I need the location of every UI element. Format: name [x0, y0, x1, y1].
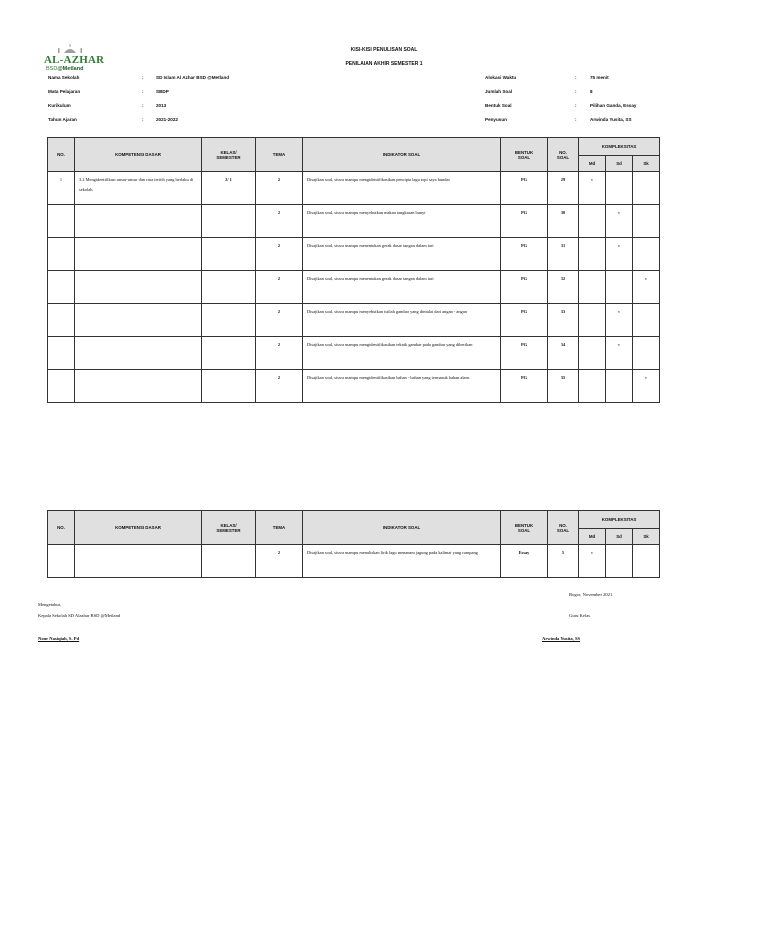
cell-kelas-semester: [202, 205, 256, 238]
cell-kelas-semester: [202, 238, 256, 271]
cell-no: [48, 172, 75, 205]
cell-no: [48, 545, 75, 578]
cell-bentuk-soal-text: PG: [520, 342, 528, 347]
info-label: Mata Pelajaran: [48, 89, 81, 94]
header-kompetensi-dasar: KOMPETENSI DASAR: [75, 138, 202, 172]
cell-no-soal-text: 29: [560, 177, 566, 182]
cell-bentuk-soal: [501, 337, 548, 370]
cell-no: [48, 238, 75, 271]
cell-no-text: 1: [59, 177, 63, 182]
header-bentuk-soal: BENTUK SOAL: [501, 511, 548, 545]
cell-kompetensi-dasar: [75, 205, 202, 238]
info-label: Penyusun: [485, 117, 507, 122]
kepala-sekolah-name: Nour Nasiqiah, S. Pd: [38, 636, 80, 641]
guru-kelas-label: Guru Kelas: [569, 613, 591, 618]
cell-bentuk-soal: [501, 172, 548, 205]
info-value: 2021-2022: [156, 117, 178, 122]
cell-kompetensi-dasar-text: [75, 545, 201, 548]
cell-bentuk-soal-text: PG: [520, 177, 528, 182]
cell-bentuk-soal-text: Essay: [518, 550, 530, 555]
cell-kompetensi-dasar: [75, 172, 202, 205]
cell-md: [579, 304, 606, 337]
header-kelas-semester: KELAS/ SEMESTER: [202, 511, 256, 545]
info-sep: :: [575, 75, 577, 80]
cell-md: [579, 271, 606, 304]
header-no: NO.: [48, 138, 75, 172]
table-row: [48, 370, 660, 403]
cell-kelas-semester: [202, 271, 256, 304]
cell-no-soal: [548, 337, 579, 370]
cell-sk-text: v: [644, 375, 648, 380]
cell-sd-text: v: [617, 342, 621, 347]
cell-no-text: [48, 337, 74, 340]
info-sep: :: [575, 117, 577, 122]
kisi-kisi-essay-table: [47, 510, 660, 578]
cell-tema-text: 2: [277, 309, 281, 314]
cell-sk-text: [633, 545, 659, 548]
cell-tema: [256, 238, 303, 271]
cell-no-soal-text: 30: [560, 210, 566, 215]
info-value: Arwinda Yusita, SS: [590, 117, 632, 122]
cell-kompetensi-dasar-text: [75, 337, 201, 340]
header-sd: Sd: [606, 156, 633, 172]
cell-md-text: [579, 271, 605, 274]
cell-no-soal-text: 32: [560, 276, 566, 281]
cell-sd-text: [606, 545, 632, 548]
cell-sd: [606, 304, 633, 337]
cell-bentuk-soal: [501, 238, 548, 271]
cell-sk: [633, 172, 660, 205]
header-no: NO.: [48, 511, 75, 545]
cell-sd-text: [606, 172, 632, 175]
cell-tema: [256, 370, 303, 403]
table-row: [48, 205, 660, 238]
cell-no-soal-text: 31: [560, 243, 566, 248]
cell-no-soal: [548, 271, 579, 304]
cell-tema: [256, 337, 303, 370]
cell-kelas-semester-text: 2/ 1: [225, 177, 232, 182]
cell-bentuk-soal-text: PG: [520, 243, 528, 248]
cell-indikator-soal: [303, 205, 501, 238]
cell-kompetensi-dasar: [75, 238, 202, 271]
cell-sd: [606, 545, 633, 578]
kisi-kisi-table: [47, 137, 660, 403]
cell-tema: [256, 205, 303, 238]
cell-sd: [606, 172, 633, 205]
cell-no-text: [48, 304, 74, 307]
cell-indikator-soal: [303, 238, 501, 271]
info-label: Tahun Ajaran: [48, 117, 77, 122]
cell-sd-text: v: [617, 210, 621, 215]
cell-no-text: [48, 545, 74, 548]
cell-sk-text: [633, 337, 659, 340]
cell-kompetensi-dasar-text: 3.2 Mengidentifikasi unsur-unsur dan rasa teritih yang berlaku di sekolah.: [79, 177, 194, 192]
cell-md-text: v: [590, 550, 594, 555]
cell-kelas-semester-text: [202, 370, 255, 373]
cell-indikator-soal: [303, 304, 501, 337]
info-sep: :: [142, 103, 144, 108]
cell-kelas-semester: [202, 172, 256, 205]
header-sd: Sd: [606, 529, 633, 545]
cell-sd: [606, 370, 633, 403]
header-kompetensi-dasar: KOMPETENSI DASAR: [75, 511, 202, 545]
info-label: Alokasi Waktu: [485, 75, 517, 80]
cell-tema-text: 2: [277, 276, 281, 281]
header-md: Md: [579, 529, 606, 545]
cell-sk: [633, 271, 660, 304]
cell-indikator-soal-text: Disajikan soal, siswa mampu mengidentifikasikan bahan - bahan yang termasuk bahan alam.: [307, 375, 471, 380]
cell-tema: [256, 545, 303, 578]
cell-sd-text: [606, 370, 632, 373]
document-title: KISI-KISI PENULISAN SOAL: [350, 47, 418, 53]
cell-kelas-semester-text: [202, 337, 255, 340]
cell-sd-text: v: [617, 243, 621, 248]
table-row: [48, 304, 660, 337]
info-label: Kurikulum: [48, 103, 71, 108]
info-sep: :: [142, 75, 144, 80]
cell-kelas-semester: [202, 545, 256, 578]
cell-sk: [633, 545, 660, 578]
cell-sk-text: [633, 304, 659, 307]
info-label: Nama Sekolah: [48, 75, 80, 80]
cell-kompetensi-dasar-text: [75, 238, 201, 241]
cell-bentuk-soal-text: PG: [520, 375, 528, 380]
info-value: SBDP: [156, 89, 169, 94]
logo-subtext: BSD@Metland: [46, 66, 84, 72]
cell-tema-text: 2: [277, 210, 281, 215]
cell-kelas-semester: [202, 304, 256, 337]
cell-tema-text: 2: [277, 177, 281, 182]
info-sep: :: [142, 117, 144, 122]
cell-no: [48, 304, 75, 337]
cell-kelas-semester: [202, 337, 256, 370]
mengetahui-label: Mengetahui,: [38, 602, 62, 607]
cell-tema-text: 2: [277, 375, 281, 380]
cell-sk-text: [633, 238, 659, 241]
document-subtitle: PENILAIAN AKHIR SEMESTER 1: [345, 61, 423, 67]
cell-md: [579, 172, 606, 205]
cell-kompetensi-dasar: [75, 337, 202, 370]
info-sep: :: [575, 103, 577, 108]
cell-no-soal: [548, 205, 579, 238]
cell-md: [579, 337, 606, 370]
info-value: 75 menit: [590, 75, 609, 80]
cell-sk: [633, 205, 660, 238]
cell-tema: [256, 271, 303, 304]
header-md: Md: [579, 156, 606, 172]
cell-sd: [606, 271, 633, 304]
cell-indikator-soal: [303, 172, 501, 205]
cell-md-text: [579, 205, 605, 208]
cell-kompetensi-dasar-text: [75, 271, 201, 274]
cell-kelas-semester-text: [202, 545, 255, 548]
header-bentuk-soal: BENTUK SOAL: [501, 138, 548, 172]
cell-no-soal-text: 5: [561, 550, 565, 555]
cell-no-text: [48, 271, 74, 274]
info-label: Bentuk Soal: [485, 103, 512, 108]
cell-indikator-soal-text: Disajikan soal, siswa mampu menyebutkan istilah gambar yang dimulai dari angan - angan: [307, 309, 467, 314]
cell-kompetensi-dasar: [75, 370, 202, 403]
cell-kelas-semester-text: [202, 205, 255, 208]
table-row: [48, 271, 660, 304]
cell-sk-text: [633, 205, 659, 208]
header-no-soal: NO. SOAL: [548, 138, 579, 172]
cell-tema-text: 2: [277, 342, 281, 347]
cell-no: [48, 205, 75, 238]
cell-md-text: v: [590, 177, 594, 182]
cell-sd-text: v: [617, 309, 621, 314]
info-value: SD Islam Al Azhar BSD @Metland: [156, 75, 230, 80]
cell-indikator-soal: [303, 337, 501, 370]
info-sep: :: [575, 89, 577, 94]
cell-sd-text: [606, 271, 632, 274]
cell-sk: [633, 337, 660, 370]
cell-no-soal-text: 34: [560, 342, 566, 347]
cell-md: [579, 238, 606, 271]
cell-bentuk-soal: [501, 205, 548, 238]
info-value: 2013: [156, 103, 167, 108]
cell-kelas-semester: [202, 370, 256, 403]
header-tema: TEMA: [256, 138, 303, 172]
cell-sk: [633, 370, 660, 403]
cell-md: [579, 545, 606, 578]
cell-no-soal: [548, 304, 579, 337]
cell-indikator-soal-text: Disajikan soal, siswa mampu mengidentifikasikan teknik gambar pada gambar yang diberikan: [307, 342, 473, 347]
cell-no: [48, 337, 75, 370]
header-sk: Sk: [633, 529, 660, 545]
logo-text: AL-AZHAR: [44, 54, 105, 66]
cell-no-soal-text: 33: [560, 309, 566, 314]
cell-sd: [606, 205, 633, 238]
cell-md-text: [579, 337, 605, 340]
cell-no-soal: [548, 238, 579, 271]
signature-date: Bogor, November 2021: [569, 592, 613, 597]
cell-md: [579, 370, 606, 403]
kepala-sekolah-label: Kepala Sekolah SD Alazhar BSD @Metland: [38, 613, 121, 618]
cell-no-text: [48, 238, 74, 241]
cell-bentuk-soal: [501, 545, 548, 578]
cell-md-text: [579, 370, 605, 373]
cell-kompetensi-dasar: [75, 545, 202, 578]
cell-kompetensi-dasar-text: [75, 205, 201, 208]
cell-indikator-soal-text: Disajikan soal, siswa mampu menuliskan lirik lagu menanam jagung pada kalimat yang rumpang: [307, 550, 478, 555]
cell-bentuk-soal: [501, 271, 548, 304]
cell-indikator-soal-text: Disajikan soal, siswa mampu mengidentifikasikan pencipta lagu topi saya bundar: [307, 177, 450, 182]
header-kompleksitas: KOMPLEKSITAS: [579, 138, 660, 156]
cell-bentuk-soal-text: PG: [520, 276, 528, 281]
cell-sk: [633, 238, 660, 271]
cell-no-soal: [548, 370, 579, 403]
header-kelas-semester: KELAS/ SEMESTER: [202, 138, 256, 172]
cell-bentuk-soal: [501, 370, 548, 403]
cell-sk-text: [633, 172, 659, 175]
header-indikator-soal: INDIKATOR SOAL: [303, 511, 501, 545]
cell-kelas-semester-text: [202, 304, 255, 307]
cell-bentuk-soal-text: PG: [520, 309, 528, 314]
header-indikator-soal: INDIKATOR SOAL: [303, 138, 501, 172]
cell-md-text: [579, 304, 605, 307]
cell-no-text: [48, 205, 74, 208]
cell-kompetensi-dasar: [75, 304, 202, 337]
cell-tema-text: 2: [277, 243, 281, 248]
info-label: Jumlah Soal: [485, 89, 513, 94]
cell-sd: [606, 337, 633, 370]
cell-indikator-soal-text: Disajikan soal, siswa mampu menentukan gerak dasar tangan dalam tari: [307, 243, 434, 248]
header-no-soal: NO. SOAL: [548, 511, 579, 545]
cell-kompetensi-dasar-text: [75, 304, 201, 307]
cell-kelas-semester-text: [202, 238, 255, 241]
cell-indikator-soal: [303, 271, 501, 304]
cell-no-soal: [548, 172, 579, 205]
table-row: [48, 337, 660, 370]
cell-tema: [256, 304, 303, 337]
cell-kelas-semester-text: [202, 271, 255, 274]
header-sk: Sk: [633, 156, 660, 172]
cell-sk: [633, 304, 660, 337]
header-tema: TEMA: [256, 511, 303, 545]
cell-bentuk-soal-text: PG: [520, 210, 528, 215]
guru-kelas-name: Arwinda Yusita, SS: [542, 636, 581, 641]
info-value: 8: [590, 89, 593, 94]
table-row: [48, 238, 660, 271]
header-kompleksitas: KOMPLEKSITAS: [579, 511, 660, 529]
cell-kompetensi-dasar-text: [75, 370, 201, 373]
cell-indikator-soal: [303, 370, 501, 403]
cell-sk-text: v: [644, 276, 648, 281]
cell-tema: [256, 172, 303, 205]
cell-no-text: [48, 370, 74, 373]
cell-no: [48, 370, 75, 403]
cell-md: [579, 205, 606, 238]
table-row: [48, 545, 660, 578]
info-sep: :: [142, 89, 144, 94]
cell-indikator-soal: [303, 545, 501, 578]
cell-md-text: [579, 238, 605, 241]
cell-no: [48, 271, 75, 304]
cell-bentuk-soal: [501, 304, 548, 337]
cell-tema-text: 2: [277, 550, 281, 555]
cell-kompetensi-dasar: [75, 271, 202, 304]
info-value: Pilihan Ganda, Essay: [590, 103, 637, 108]
cell-sd: [606, 238, 633, 271]
cell-no-soal-text: 35: [560, 375, 566, 380]
cell-indikator-soal-text: Disajikan soal, siswa mampu menentukan gerak dasar tangan dalam tari: [307, 276, 434, 281]
table-row: [48, 172, 660, 205]
cell-no-soal: [548, 545, 579, 578]
cell-indikator-soal-text: Disajikan soal, siswa mampu menyebutkan makna tangkasan bunyi: [307, 210, 426, 215]
